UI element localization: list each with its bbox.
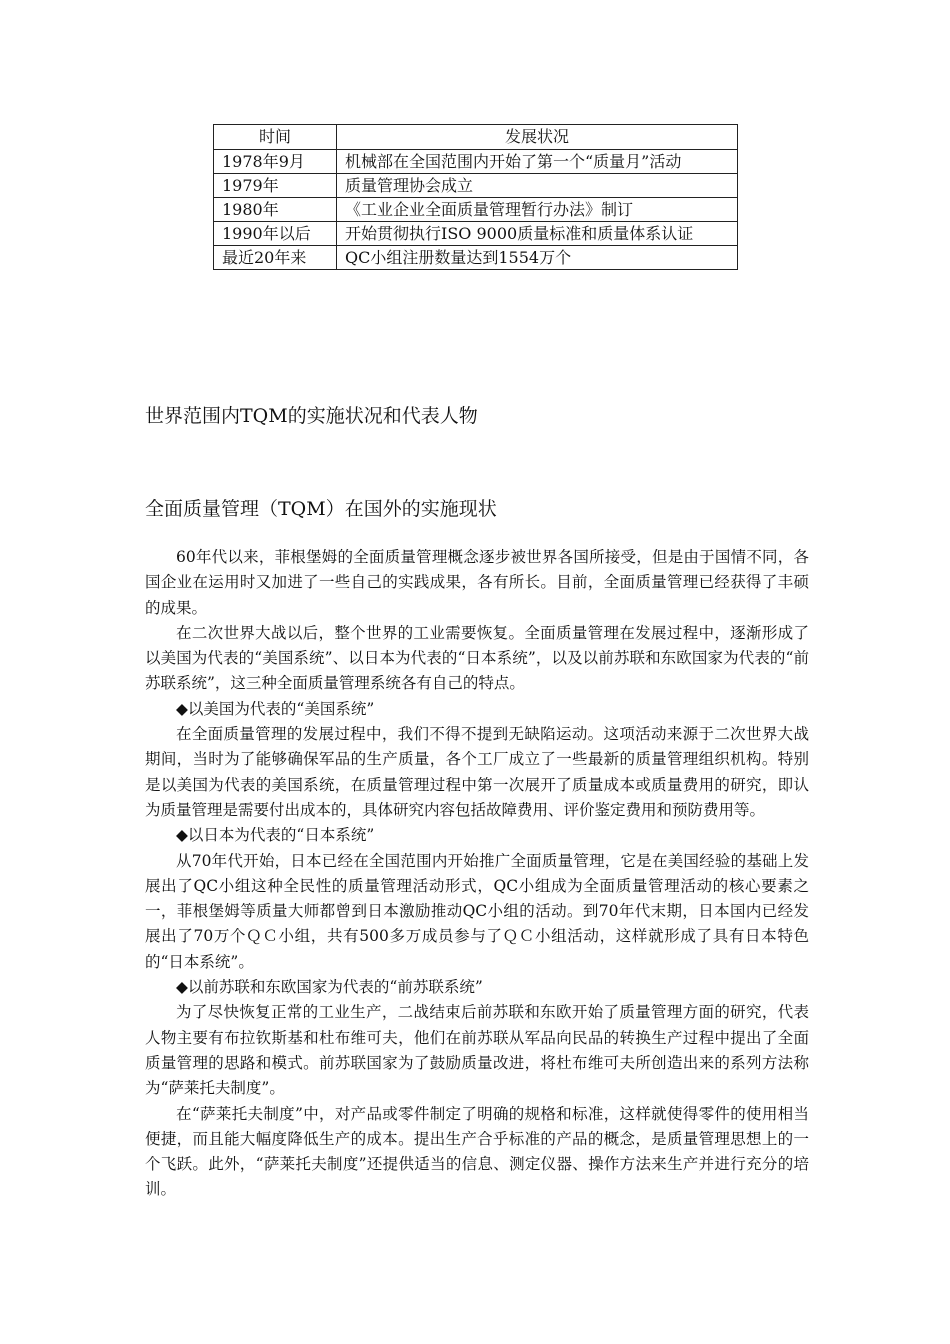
table-body — [214, 150, 738, 270]
table-row — [214, 222, 738, 246]
cell-time: 1980年 — [214, 198, 337, 222]
cell-time: 1979年 — [214, 174, 337, 198]
subheading-soviet-system: ◆以前苏联和东欧国家为代表的“前苏联系统” — [176, 978, 483, 997]
section-heading-world-tqm: 世界范围内TQM的实施状况和代表人物 — [145, 405, 478, 427]
paragraph: 在二次世界大战以后，整个世界的工业需要恢复。全面质量管理在发展过程中，逐渐形成了以美国为代表的“美国系统”、以日本为代表的“日本系统”，以及以前苏联和东欧国家为代表的“前苏联系统”，这三种全面质量管理系统各有自己的特点。 — [145, 623, 809, 693]
paragraph: 在“萨莱托夫制度”中，对产品或零件制定了明确的规格和标准，这样就使得零件的使用相当便捷，而且能大幅度降低生产的成本。提出生产合乎标准的产品的概念，是质量管理思想上的一个飞跃。此外，“萨莱托夫制度”还提供适当的信息、测定仪器、操作方法来生产并进行充分的培训。 — [145, 1104, 809, 1199]
paragraph: 60年代以来，菲根堡姆的全面质量管理概念逐步被世界各国所接受，但是由于国情不同，各国企业在运用时又加进了一些自己的实践成果，各有所长。目前，全面质量管理已经获得了丰硕的成果。 — [145, 548, 809, 617]
body-text — [145, 545, 809, 1203]
header-development: 发展状况 — [337, 125, 738, 150]
table-header-row — [214, 125, 738, 150]
table-row — [214, 150, 738, 174]
cell-time: 最近20年来 — [214, 246, 337, 270]
table-row — [214, 174, 738, 198]
table-header — [214, 125, 738, 150]
paragraph: 为了尽快恢复正常的工业生产，二战结束后前苏联和东欧开始了质量管理方面的研究，代表人物主要有布拉钦斯基和杜布维可夫，他们在前苏联从军品向民品的转换生产过程中提出了全面质量管理的思路和模式。前苏联国家为了鼓励质量改进，将杜布维可夫所创造出来的系列方法称为“萨莱托夫制度”。 — [145, 1003, 809, 1098]
cell-event: 机械部在全国范围内开始了第一个“质量月”活动 — [337, 150, 738, 174]
cell-event: 质量管理协会成立 — [337, 174, 738, 198]
cell-event: 《工业企业全面质量管理暂行办法》制订 — [337, 198, 738, 222]
development-timeline-table — [213, 124, 738, 270]
cell-time: 1978年9月 — [214, 150, 337, 174]
cell-event: 开始贯彻执行ISO 9000质量标准和质量体系认证 — [337, 222, 738, 246]
cell-time: 1990年以后 — [214, 222, 337, 246]
paragraph: 在全面质量管理的发展过程中，我们不得不提到无缺陷运动。这项活动来源于二次世界大战期间，当时为了能够确保军品的生产质量，各个工厂成立了一些最新的质量管理组织机构。特别是以美国为代表的美国系统，在质量管理过程中第一次展开了质量成本或质量费用的研究，即认为质量管理是需要付出成本的，具体研究内容包括故障费用、评价鉴定费用和预防费用等。 — [145, 725, 809, 819]
header-time: 时间 — [214, 125, 337, 150]
table-row — [214, 198, 738, 222]
table-row — [214, 246, 738, 270]
paragraph: 从70年代开始，日本已经在全国范围内开始推广全面质量管理，它是在美国经验的基础上发展出了QC小组这种全民性的质量管理活动形式，QC小组成为全面质量管理活动的核心要素之一，菲根堡姆等质量大师都曾到日本激励推动QC小组的活动。到70年代末期，日本国内已经发展出了70万个ＱＣ小组，共有500多万成员参与了ＱＣ小组活动，这样就形成了具有日本特色的“日本系统”。 — [145, 851, 809, 971]
cell-event: QC小组注册数量达到1554万个 — [337, 246, 738, 270]
subheading-japan-system: ◆以日本为代表的“日本系统” — [176, 826, 375, 845]
section-heading-tqm-abroad: 全面质量管理（TQM）在国外的实施现状 — [145, 498, 497, 520]
subheading-us-system: ◆以美国为代表的“美国系统” — [176, 699, 375, 718]
